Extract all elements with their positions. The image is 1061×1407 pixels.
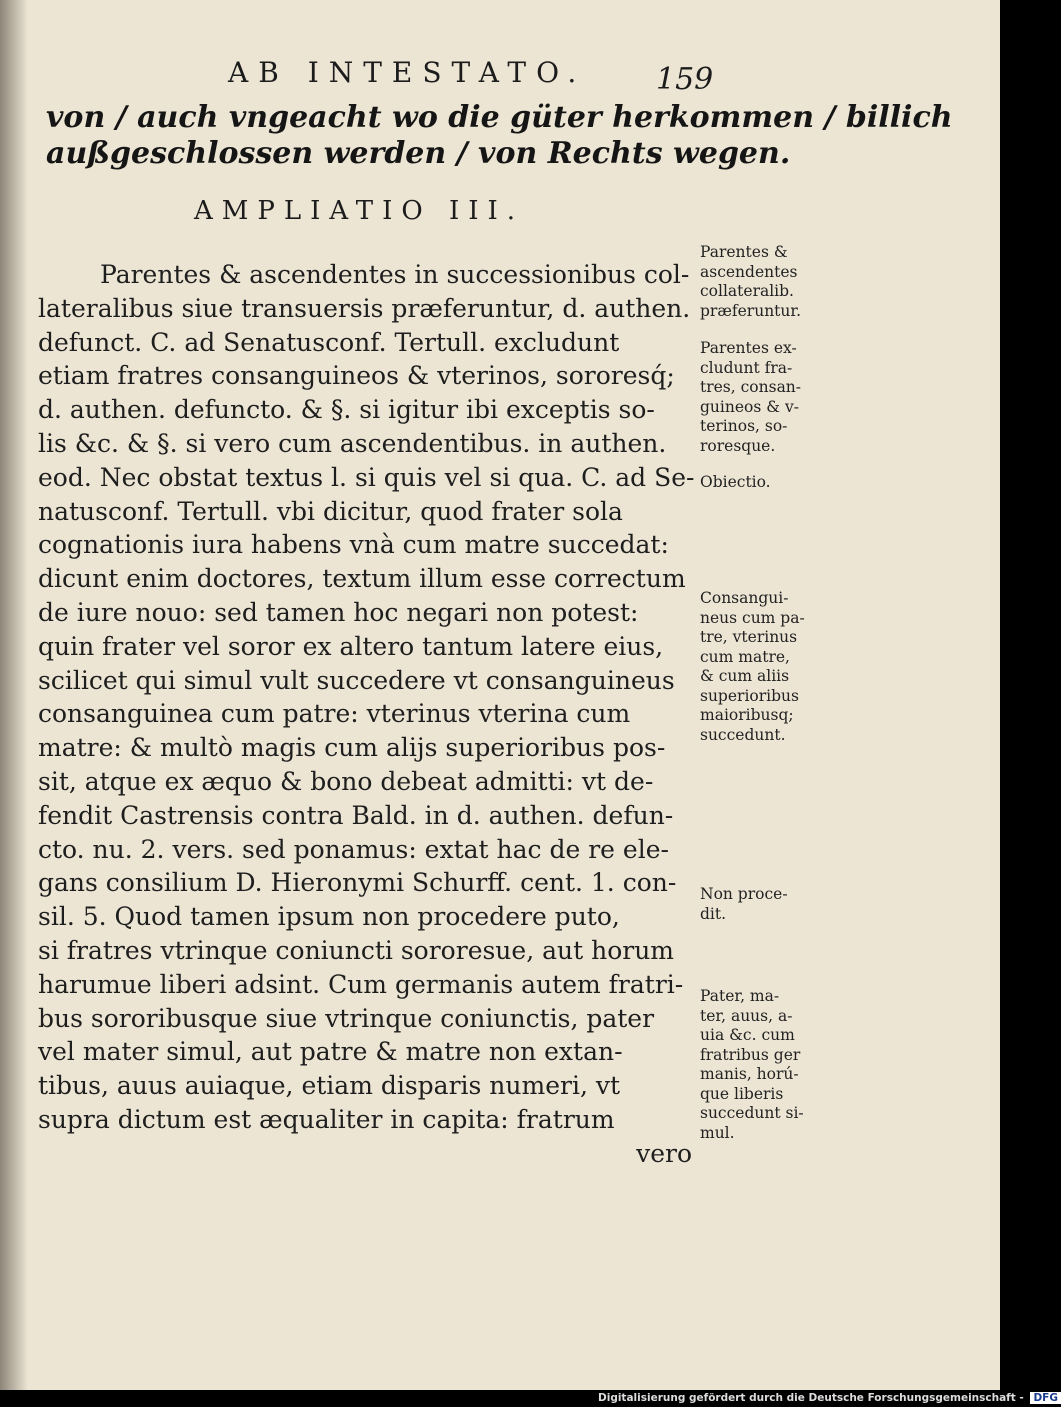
catchword: vero <box>636 1138 692 1168</box>
margin-note-line: collateralib. <box>700 282 794 300</box>
digitization-credit <box>598 1392 1061 1404</box>
margin-note-line: cum matre, <box>700 647 790 666</box>
text-line: scilicet qui simul vult succedere vt consanguineus <box>38 665 675 695</box>
text-line: de iure nouo: sed tamen hoc negari non potest: <box>38 597 639 627</box>
margin-note-line: cludunt fra- <box>700 358 793 377</box>
margin-note-line: Parentes & <box>700 243 788 261</box>
text-line: harumue liberi adsint. Cum germanis autem fratri- <box>38 969 684 999</box>
text-line: eod. Nec obstat textus l. si quis vel si qua. C. ad Se- <box>38 462 695 492</box>
margin-note-line: Parentes ex- <box>700 339 797 357</box>
margin-note <box>700 885 830 924</box>
text-line: natusconf. Tertull. vbi dicitur, quod frater sola <box>38 496 623 526</box>
text-line: bus sororibusque siue vtrinque coniunctis, pater <box>38 1003 655 1033</box>
margin-note-line: mul. <box>700 1123 735 1142</box>
margin-note-line: Non proce- <box>700 885 788 903</box>
page-gutter-shadow <box>0 0 28 1390</box>
margin-note-line: superioribus <box>700 686 799 705</box>
margin-note-line: uia &c. cum <box>700 1026 795 1044</box>
margin-note <box>700 589 830 745</box>
text-line: quin frater vel soror ex altero tantum latere eius, <box>38 631 664 661</box>
margin-note-line: tre, vterinus <box>700 628 798 646</box>
text-line: d. authen. defuncto. & §. si igitur ibi exceptis so- <box>38 395 655 425</box>
text-line: Parentes & ascendentes in successionibus col- <box>100 260 690 289</box>
margin-note-line: Consangui- <box>700 589 789 607</box>
main-text-block <box>38 258 695 1171</box>
margin-note-line: terinos, so- <box>700 417 788 435</box>
margin-note-line: ascendentes <box>700 262 798 281</box>
text-line: vel mater simul, aut patre & matre non extan- <box>38 1037 623 1067</box>
text-line: lateralibus siue transuersis præferuntur, d. authen. <box>38 293 691 323</box>
text-line: consanguinea cum patre: vterinus vterina cum <box>38 699 631 729</box>
margin-note-line: & cum aliis <box>700 667 790 685</box>
text-line: gans consilium D. Hieronymi Schurff. cent. 1. con- <box>38 868 677 898</box>
margin-note-line: fratribus ger <box>700 1045 801 1064</box>
text-line: fendit Castrensis contra Bald. in d. authen. defun- <box>38 800 674 830</box>
german-line: von / auch vngeacht wo die güter herkommen / billich <box>46 100 953 135</box>
text-line: defunct. C. ad Senatusconf. Tertull. excludunt <box>38 327 620 357</box>
margin-note-line: dit. <box>700 904 727 923</box>
margin-note-line: succedunt si- <box>700 1104 804 1122</box>
credit-text: Digitalisierung gefördert durch die Deutsche Forschungsgemeinschaft - <box>598 1392 1024 1404</box>
margin-note-line: guineos & v- <box>700 397 799 416</box>
margin-note <box>700 987 830 1143</box>
text-line: matre: & multò magis cum alijs superioribus pos- <box>38 733 666 763</box>
text-line: sit, atque ex æquo & bono debeat admitti: vt de- <box>38 766 654 796</box>
text-line: etiam fratres consanguineos & vterinos, sororesq́; <box>38 361 675 391</box>
margin-note-line: manis, horú- <box>700 1065 799 1083</box>
text-line: sil. 5. Quod tamen ipsum non procedere puto, <box>38 902 620 932</box>
margin-note-line: Pater, ma- <box>700 987 780 1005</box>
text-line: dicunt enim doctores, textum illum esse correctum <box>38 564 686 594</box>
running-header: AB INTESTATO. <box>228 56 587 89</box>
text-line: tibus, auus auiaque, etiam disparis numeri, vt <box>38 1071 621 1101</box>
section-heading: AMPLIATIO III. <box>194 196 525 226</box>
margin-note <box>700 473 830 493</box>
margin-note-line: succedunt. <box>700 725 786 744</box>
margin-note <box>700 339 830 456</box>
margin-note-line: ter, auus, a- <box>700 1006 793 1025</box>
margin-note-line: præferuntur. <box>700 301 802 320</box>
margin-note-line: Obiectio. <box>700 473 771 491</box>
text-line: si fratres vtrinque coniuncti sororesue, aut horum <box>38 935 675 965</box>
text-line: supra dictum est æqualiter in capita: fratrum <box>38 1104 615 1134</box>
page-number: 159 <box>656 62 714 97</box>
margin-note-line: tres, consan- <box>700 378 802 396</box>
text-line: lis &c. & §. si vero cum ascendentibus. in authen. <box>38 428 667 458</box>
text-line: cognationis iura habens vnà cum matre succedat: <box>38 530 669 560</box>
margin-note-line: que liberis <box>700 1084 784 1103</box>
dfg-logo: DFG <box>1030 1392 1061 1404</box>
margin-note <box>700 243 830 321</box>
margin-note-line: roresque. <box>700 436 776 455</box>
margin-note-line: neus cum pa- <box>700 608 805 627</box>
german-line: außgeschlossen werden / von Rechts wegen. <box>46 136 791 171</box>
text-line: cto. nu. 2. vers. sed ponamus: extat hac de re ele- <box>38 834 669 864</box>
margin-note-line: maioribusq; <box>700 706 794 724</box>
